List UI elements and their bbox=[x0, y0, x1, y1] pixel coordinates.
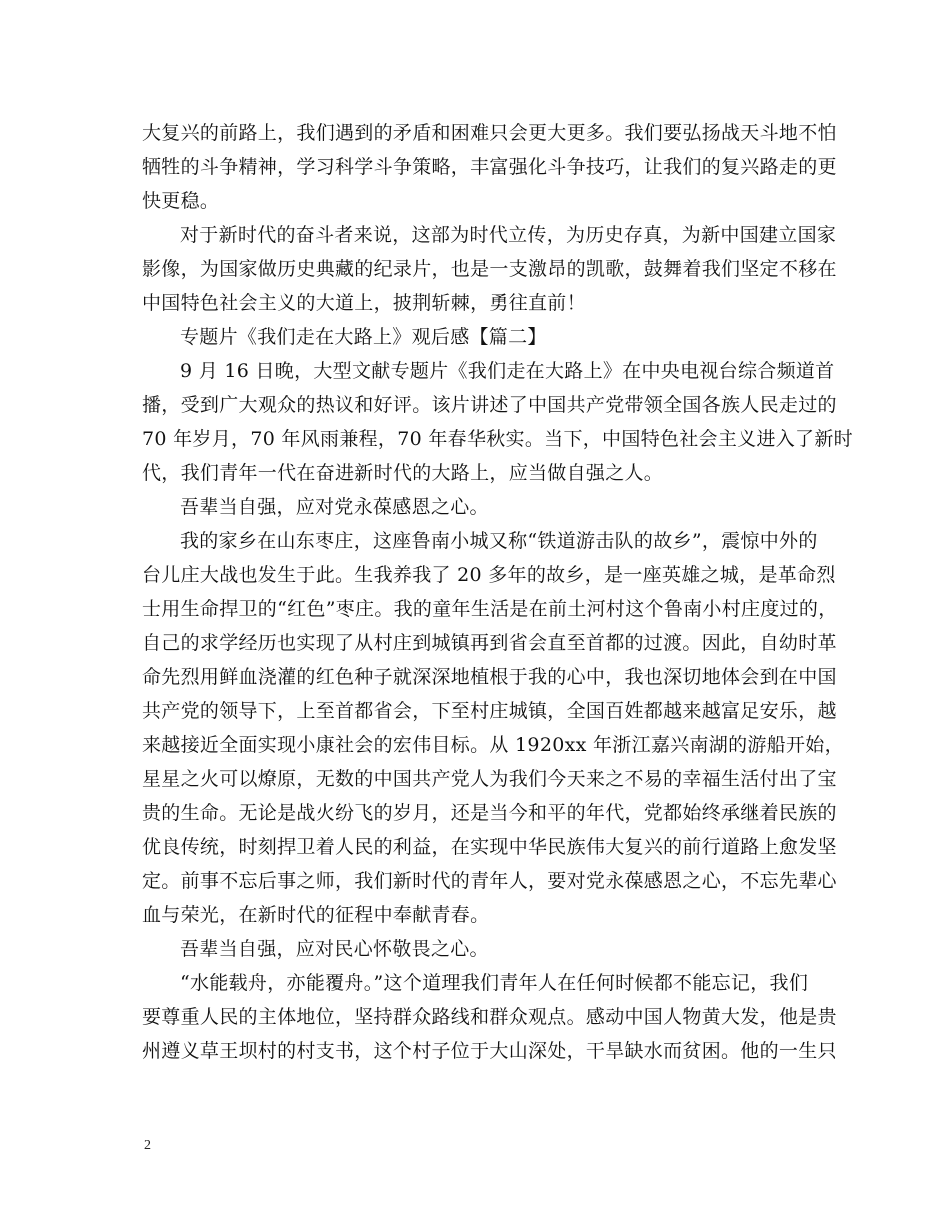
text-line: “水能载舟，亦能覆舟。”这个道理我们青年人在任何时候都不能忘记，我们 bbox=[180, 972, 809, 994]
text-line: 我的家乡在山东枣庄，这座鲁南小城又称“铁道游击队的故乡”，震惊中外的 bbox=[180, 530, 818, 552]
text-line: 大复兴的前路上，我们遇到的矛盾和困难只会更大更多。我们要弘扬战天斗地不怕 bbox=[142, 122, 837, 144]
text-line: 70 年岁月，70 年风雨兼程，70 年春华秋实。当下，中国特色社会主义进入了新时 bbox=[142, 428, 853, 450]
text-line: 9 月 16 日晚，大型文献专题片《我们走在大路上》在中央电视台综合频道首 bbox=[180, 360, 835, 382]
text-line: 专题片《我们走在大路上》观后感【篇二】 bbox=[180, 326, 547, 348]
text-line: 共产党的领导下，上至首都省会，下至村庄城镇，全国百姓都越来越富足安乐，越 bbox=[142, 700, 837, 722]
text-line: 士用生命捍卫的“红色”枣庄。我的童年生活是在前土河村这个鲁南小村庄度过的， bbox=[142, 598, 838, 620]
text-line: 吾辈当自强，应对民心怀敬畏之心。 bbox=[180, 938, 489, 960]
text-line: 中国特色社会主义的大道上，披荆斩棘，勇往直前！ bbox=[142, 292, 586, 314]
text-line: 播，受到广大观众的热议和好评。该片讲述了中国共产党带领全国各族人民走过的 bbox=[142, 394, 837, 416]
text-line: 吾辈当自强，应对党永葆感恩之心。 bbox=[180, 496, 489, 518]
text-line: 州遵义草王坝村的村支书，这个村子位于大山深处，干旱缺水而贫困。他的一生只 bbox=[142, 1040, 837, 1062]
text-line: 牺牲的斗争精神，学习科学斗争策略，丰富强化斗争技巧，让我们的复兴路走的更 bbox=[142, 156, 837, 178]
text-line: 命先烈用鲜血浇灌的红色种子就深深地植根于我的心中，我也深切地体会到在中国 bbox=[142, 666, 837, 688]
text-line: 要尊重人民的主体地位，坚持群众路线和群众观点。感动中国人物黄大发，他是贵 bbox=[142, 1006, 837, 1028]
page-number: 2 bbox=[144, 1138, 151, 1153]
text-line: 对于新时代的奋斗者来说，这部为时代立传，为历史存真，为新中国建立国家 bbox=[180, 224, 837, 246]
text-line: 贵的生命。无论是战火纷飞的岁月，还是当今和平的年代，党都始终承继着民族的 bbox=[142, 802, 837, 824]
text-line: 星星之火可以燎原，无数的中国共产党人为我们今天来之不易的幸福生活付出了宝 bbox=[142, 768, 837, 790]
text-line: 影像，为国家做历史典藏的纪录片，也是一支激昂的凯歌，鼓舞着我们坚定不移在 bbox=[142, 258, 837, 280]
text-line: 优良传统，时刻捍卫着人民的利益，在实现中华民族伟大复兴的前行道路上愈发坚 bbox=[142, 836, 837, 858]
text-line: 快更稳。 bbox=[142, 190, 220, 212]
text-line: 定。前事不忘后事之师，我们新时代的青年人，要对党永葆感恩之心，不忘先辈心 bbox=[142, 870, 837, 892]
text-line: 代，我们青年一代在奋进新时代的大路上，应当做自强之人。 bbox=[142, 462, 664, 484]
text-line: 自己的求学经历也实现了从村庄到城镇再到省会直至首都的过渡。因此，自幼时革 bbox=[142, 632, 837, 654]
document-body bbox=[142, 116, 853, 1068]
text-line: 台儿庄大战也发生于此。生我养我了 20 多年的故乡，是一座英雄之城，是革命烈 bbox=[142, 564, 836, 586]
text-line: 血与荣光，在新时代的征程中奉献青春。 bbox=[142, 904, 490, 926]
text-line: 来越接近全面实现小康社会的宏伟目标。从 1920xx 年浙江嘉兴南湖的游船开始， bbox=[142, 734, 844, 756]
